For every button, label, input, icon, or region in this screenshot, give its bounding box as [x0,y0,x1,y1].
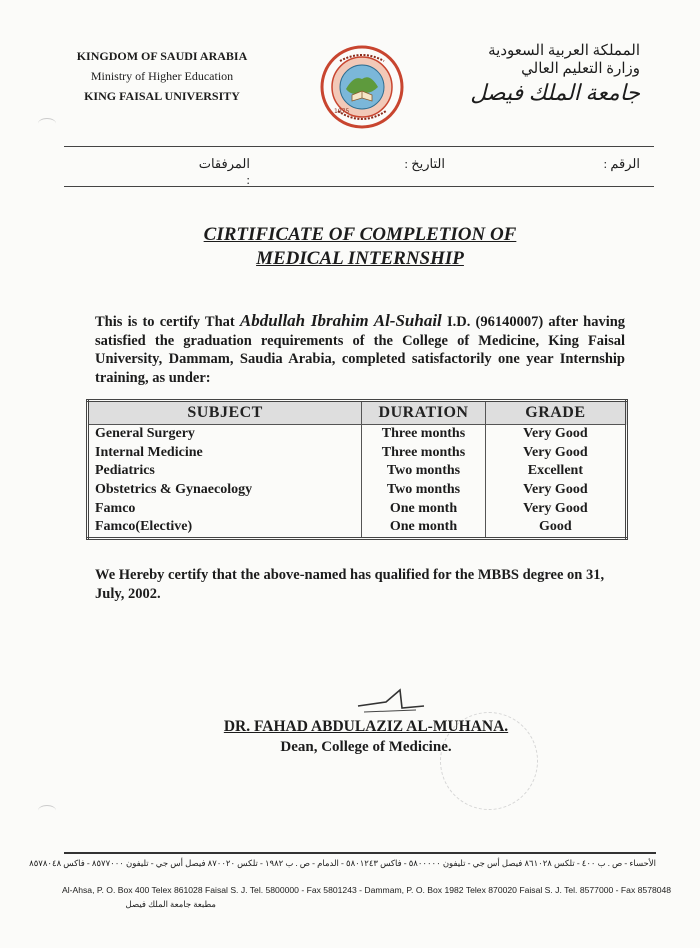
grade-cell: Very Good [485,444,626,463]
divider-top [64,146,654,147]
duration-cell: Two months [362,462,486,481]
signatory-title: Dean, College of Medicine. [280,739,452,755]
divider-bottom [64,186,654,187]
grade-cell: Very Good [485,481,626,500]
reference-attachments-label: المرفقات : [198,156,250,187]
certificate-title-line1: CIRTIFICATE OF COMPLETION OF [203,224,517,245]
header-arabic-ministry: وزارة التعليم العالي [521,61,640,77]
signature-mark [356,686,426,720]
footer-rule [64,852,656,854]
grade-cell: Very Good [485,425,626,444]
signatory-name: DR. FAHAD ABDULAZIZ AL-MUHANA. [223,718,509,735]
reference-number-label: الرقم : [603,156,640,171]
duration-cell: Three months [362,444,486,463]
header-arabic-kingdom: المملكة العربية السعودية [488,43,640,59]
subject-cell: Internal Medicine [88,444,362,463]
certificate-body [95,312,625,387]
grade-cell: Excellent [485,462,626,481]
certificate-title-line2: MEDICAL INTERNSHIP [256,248,464,269]
header-kingdom: KINGDOM OF SAUDI ARABIA [76,49,248,63]
certificate-title [150,223,570,271]
duration-cell: One month [362,499,486,518]
duration-cell: Two months [362,481,486,500]
subject-cell: Obstetrics & Gynaecology [88,481,362,500]
punch-mark [38,118,56,129]
grade-cell: Good [485,518,626,538]
header-grade: GRADE [485,401,626,425]
internship-table [86,399,628,540]
intern-id: I.D. (96140007) [447,314,544,330]
body-intro: This is to certify That [95,314,235,330]
table-row [88,425,627,444]
footer-arabic-address: الأحساء - ص . ب ٤٠٠ - تلكس ٨٦١٠٢٨ فيصل أس جي - تليفون ٥٨٠٠٠٠٠ - فاكس ٥٨٠١٢٤٣ - الدمام - ص . ب ١٩٨٢ - تلكس ٨٧٠٠٢٠ فيصل أس جي - تليفون ٨٥٧٧٠٠٠ - فاكس ٨٥٧٨٠٤٨ [29,858,656,868]
header-university: KING FAISAL UNIVERSITY [84,89,240,103]
subject-cell: Famco [88,499,362,518]
duration-cell: Three months [362,425,486,444]
reference-date-label: التاريخ : [404,156,445,171]
header-english [62,46,262,106]
footer-english-address: Al-Ahsa, P. O. Box 400 Telex 861028 Faisal S. J. Tel. 5800000 - Fax 5801243 - Dammam, P. O. Box 1982 Telex 870020 Faisal S. J. Tel. 8577000 - Fax 8578048 [62,885,672,895]
subject-cell: Pediatrics [88,462,362,481]
header-arabic-university: جامعة الملك فيصل [470,80,640,105]
duration-cell: One month [362,518,486,538]
table-row [88,481,627,500]
mbbs-statement: We Hereby certify that the above-named has qualified for the MBBS degree on 31, July, 2002. [95,567,605,602]
table-row [88,462,627,481]
table-row [88,444,627,463]
table-header-row [88,401,627,425]
table-row [88,518,627,538]
header-subject: SUBJECT [88,401,362,425]
punch-mark [38,805,56,816]
subject-cell: Famco(Elective) [88,518,362,538]
intern-name: Abdullah Ibrahim Al-Suhail [239,311,442,330]
header-ministry: Ministry of Higher Education [90,69,234,83]
header-arabic [470,42,640,108]
grade-cell: Very Good [485,499,626,518]
body-rest: after having satisfied the graduation requirements of the College of Medicine, King Faisal University, Dammam, Saudia Arabia, completed satisfactorily one year Internship training, as under: [95,314,626,386]
header-duration: DURATION [362,401,486,425]
footer-press-name: مطبعة جامعة الملك فيصل [125,899,216,909]
table-row [88,499,627,518]
university-seal-icon [320,45,404,129]
subject-cell: General Surgery [88,425,362,444]
seal-year: 1975 [334,108,350,115]
